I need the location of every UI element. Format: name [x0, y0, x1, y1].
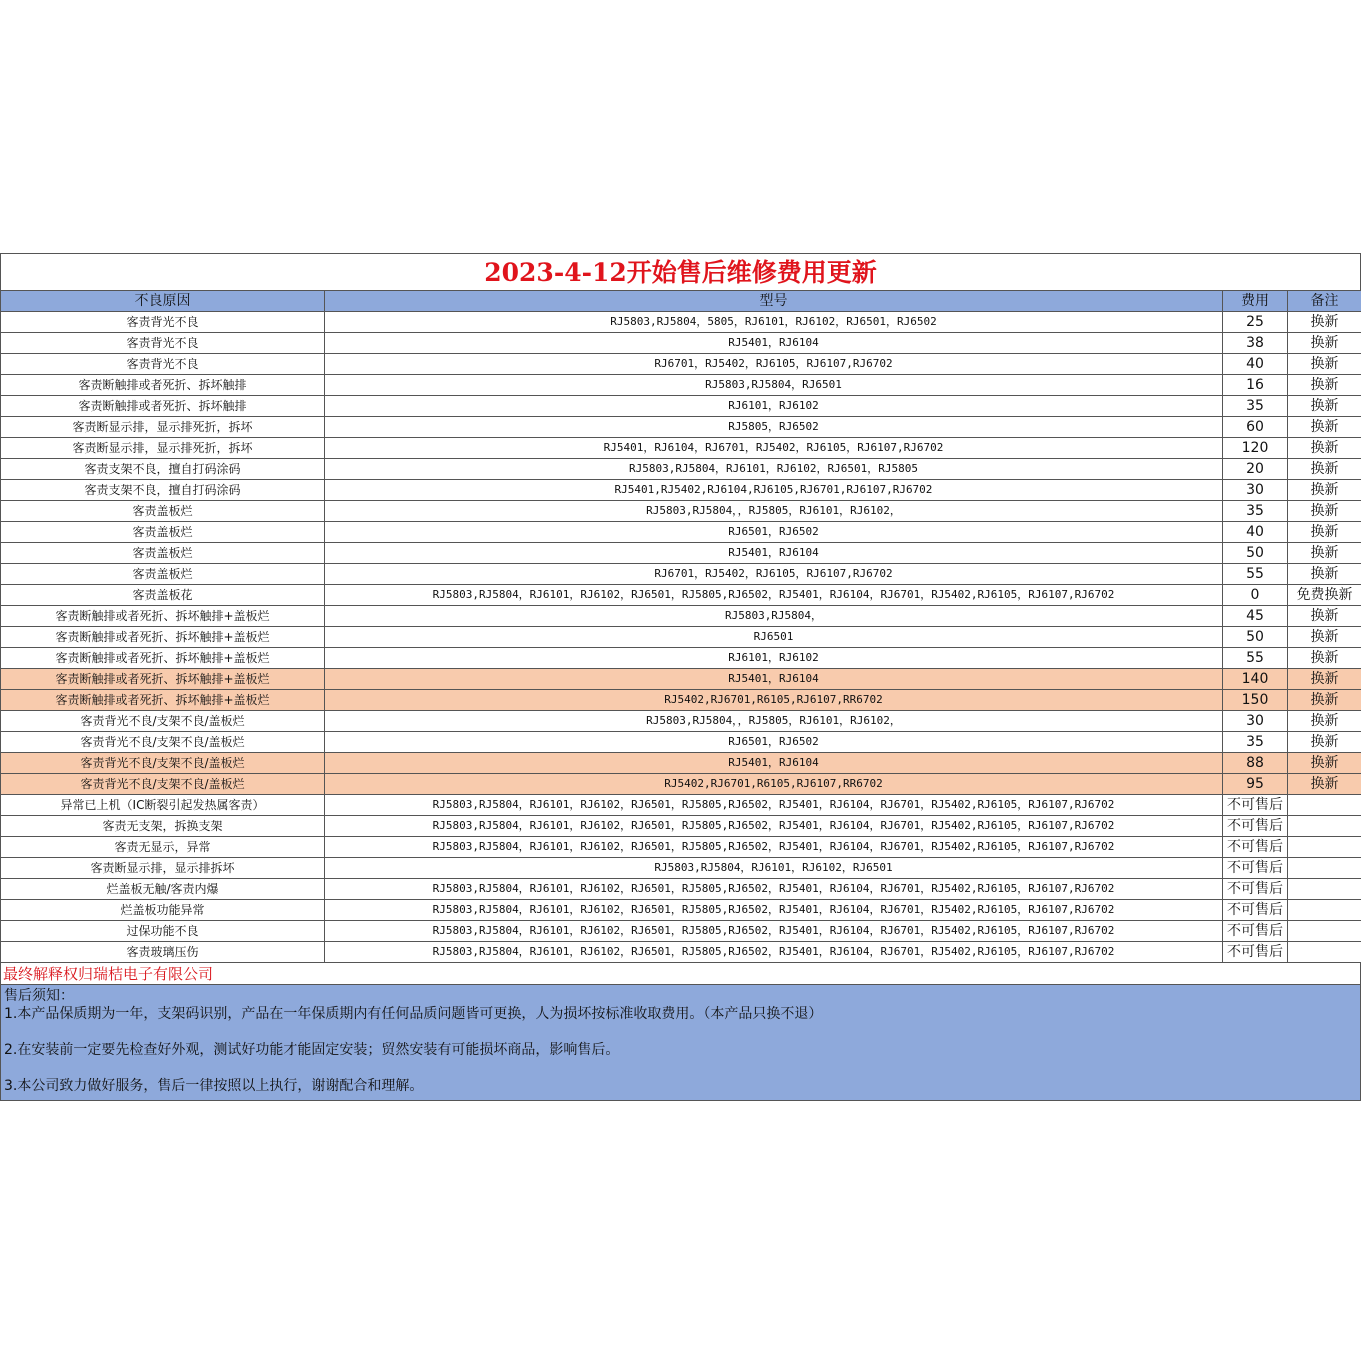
- header-row: [1, 291, 1361, 312]
- cell-reason: 客责断触排或者死折、拆坏触排+盖板烂: [1, 648, 325, 669]
- table-row: [1, 900, 1361, 921]
- cell-note: 换新: [1288, 753, 1361, 774]
- cell-fee: 35: [1223, 396, 1288, 417]
- cell-note: 换新: [1288, 438, 1361, 459]
- cell-note: [1288, 921, 1361, 942]
- table-body: [1, 312, 1361, 963]
- cell-reason: 烂盖板功能异常: [1, 900, 325, 921]
- cell-models: RJ5803,RJ5804，，RJ5805，RJ6101，RJ6102，: [325, 711, 1223, 732]
- cell-models: RJ5803,RJ5804，5805，RJ6101，RJ6102，RJ6501，RJ6502: [325, 312, 1223, 333]
- cell-models: RJ5803,RJ5804，: [325, 606, 1223, 627]
- cell-models: RJ5805，RJ6502: [325, 417, 1223, 438]
- table-row: [1, 480, 1361, 501]
- cell-fee: 150: [1223, 690, 1288, 711]
- cell-fee: 45: [1223, 606, 1288, 627]
- cell-reason: 客责断触排或者死折、拆坏触排+盖板烂: [1, 690, 325, 711]
- cell-reason: 异常已上机（IC断裂引起发热属客责）: [1, 795, 325, 816]
- cell-note: 换新: [1288, 312, 1361, 333]
- cell-note: 换新: [1288, 732, 1361, 753]
- cell-fee: 不可售后: [1223, 900, 1288, 921]
- cell-note: [1288, 900, 1361, 921]
- cell-fee: 35: [1223, 501, 1288, 522]
- cell-note: [1288, 879, 1361, 900]
- table-row: [1, 837, 1361, 858]
- rights-note: 最终解释权归瑞桔电子有限公司: [0, 963, 1361, 985]
- cell-fee: 50: [1223, 627, 1288, 648]
- cell-note: 换新: [1288, 606, 1361, 627]
- cell-models: RJ6701，RJ5402，RJ6105，RJ6107,RJ6702: [325, 564, 1223, 585]
- table-row: [1, 627, 1361, 648]
- table-row: [1, 606, 1361, 627]
- cell-reason: 客责背光不良: [1, 354, 325, 375]
- cell-fee: 不可售后: [1223, 816, 1288, 837]
- cell-reason: 客责背光不良: [1, 312, 325, 333]
- cell-models: RJ6701，RJ5402，RJ6105，RJ6107,RJ6702: [325, 354, 1223, 375]
- cell-fee: 60: [1223, 417, 1288, 438]
- cell-reason: 客责背光不良/支架不良/盖板烂: [1, 774, 325, 795]
- table-row: [1, 879, 1361, 900]
- cell-reason: 客责断触排或者死折、拆坏触排+盖板烂: [1, 627, 325, 648]
- cell-fee: 140: [1223, 669, 1288, 690]
- cell-note: [1288, 858, 1361, 879]
- cell-note: 换新: [1288, 522, 1361, 543]
- cell-fee: 55: [1223, 564, 1288, 585]
- cell-models: RJ5803,RJ5804，RJ6101，RJ6102，RJ6501，RJ5805,RJ6502，RJ5401，RJ6104，RJ6701，RJ5402,RJ6105，RJ6107,RJ6702: [325, 921, 1223, 942]
- cell-reason: 客责盖板烂: [1, 501, 325, 522]
- cell-models: RJ5401，RJ6104，RJ6701，RJ5402，RJ6105，RJ6107,RJ6702: [325, 438, 1223, 459]
- cell-reason: 客责支架不良，擅自打码涂码: [1, 480, 325, 501]
- cell-fee: 35: [1223, 732, 1288, 753]
- cell-models: RJ6501，RJ6502: [325, 732, 1223, 753]
- cell-note: 换新: [1288, 669, 1361, 690]
- cell-note: 换新: [1288, 333, 1361, 354]
- cell-reason: 客责背光不良/支架不良/盖板烂: [1, 711, 325, 732]
- cell-reason: 客责无显示，异常: [1, 837, 325, 858]
- cell-models: RJ5803,RJ5804，RJ6101，RJ6102，RJ6501，RJ5805,RJ6502，RJ5401，RJ6104，RJ6701，RJ5402,RJ6105，RJ6107,RJ6702: [325, 837, 1223, 858]
- cell-models: RJ6101，RJ6102: [325, 396, 1223, 417]
- cell-fee: 不可售后: [1223, 879, 1288, 900]
- cell-fee: 16: [1223, 375, 1288, 396]
- cell-fee: 38: [1223, 333, 1288, 354]
- cell-note: 换新: [1288, 354, 1361, 375]
- table-row: [1, 648, 1361, 669]
- cell-models: RJ5402,RJ6701,R6105,RJ6107,RR6702: [325, 690, 1223, 711]
- cell-models: RJ5803,RJ5804，RJ6101，RJ6102，RJ6501，RJ5805,RJ6502，RJ5401，RJ6104，RJ6701，RJ5402,RJ6105，RJ6107,RJ6702: [325, 879, 1223, 900]
- cell-models: RJ5803,RJ5804，RJ6101，RJ6102，RJ6501，RJ5805,RJ6502，RJ5401，RJ6104，RJ6701，RJ5402,RJ6105，RJ6107,RJ6702: [325, 816, 1223, 837]
- table-row: [1, 858, 1361, 879]
- cell-reason: 客责盖板烂: [1, 543, 325, 564]
- table-row: [1, 312, 1361, 333]
- table-row: [1, 543, 1361, 564]
- notice-line-1: 1.本产品保质期为一年，支架码识别，产品在一年保质期内有任何品质问题皆可更换，人为损坏按标准收取费用。（本产品只换不退）: [4, 1006, 823, 1022]
- cell-note: 换新: [1288, 480, 1361, 501]
- cell-fee: 88: [1223, 753, 1288, 774]
- cell-models: RJ5803,RJ5804，RJ6501: [325, 375, 1223, 396]
- table-row: [1, 522, 1361, 543]
- cell-fee: 不可售后: [1223, 837, 1288, 858]
- cell-reason: 过保功能不良: [1, 921, 325, 942]
- cell-note: 换新: [1288, 627, 1361, 648]
- cell-models: RJ5803,RJ5804，RJ6101，RJ6102，RJ6501: [325, 858, 1223, 879]
- cell-note: [1288, 837, 1361, 858]
- cell-models: RJ5402,RJ6701,R6105,RJ6107,RR6702: [325, 774, 1223, 795]
- table-row: [1, 333, 1361, 354]
- cell-reason: 客责背光不良: [1, 333, 325, 354]
- table-row: [1, 375, 1361, 396]
- cell-models: RJ5803,RJ5804，，RJ5805，RJ6101，RJ6102，: [325, 501, 1223, 522]
- cell-note: 换新: [1288, 501, 1361, 522]
- cell-note: 换新: [1288, 543, 1361, 564]
- cell-fee: 不可售后: [1223, 942, 1288, 963]
- cell-note: 换新: [1288, 711, 1361, 732]
- table-row: [1, 753, 1361, 774]
- cell-reason: 客责盖板花: [1, 585, 325, 606]
- cell-reason: 客责支架不良，擅自打码涂码: [1, 459, 325, 480]
- pricing-sheet: [0, 253, 1361, 1101]
- cell-fee: 40: [1223, 522, 1288, 543]
- cell-reason: 客责断显示排，显示排拆坏: [1, 858, 325, 879]
- cell-fee: 95: [1223, 774, 1288, 795]
- table-row: [1, 669, 1361, 690]
- cell-models: RJ5401，RJ6104: [325, 333, 1223, 354]
- cell-reason: 客责断显示排，显示排死折，拆坏: [1, 438, 325, 459]
- cell-models: RJ6501: [325, 627, 1223, 648]
- cell-fee: 0: [1223, 585, 1288, 606]
- cell-models: RJ5803,RJ5804，RJ6101，RJ6102，RJ6501，RJ5805,RJ6502，RJ5401，RJ6104，RJ6701，RJ5402,RJ6105，RJ6107,RJ6702: [325, 942, 1223, 963]
- notice-heading: 售后须知：: [4, 988, 74, 1004]
- cell-models: RJ5803,RJ5804，RJ6101，RJ6102，RJ6501，RJ5805,RJ6502，RJ5401，RJ6104，RJ6701，RJ5402,RJ6105，RJ6107,RJ6702: [325, 795, 1223, 816]
- cell-reason: 烂盖板无触/客责内爆: [1, 879, 325, 900]
- cell-fee: 30: [1223, 711, 1288, 732]
- cell-reason: 客责断触排或者死折、拆坏触排+盖板烂: [1, 606, 325, 627]
- header-note: 备注: [1288, 291, 1361, 312]
- cell-fee: 55: [1223, 648, 1288, 669]
- cell-fee: 不可售后: [1223, 795, 1288, 816]
- cell-models: RJ5803,RJ5804，RJ6101，RJ6102，RJ6501，RJ5805: [325, 459, 1223, 480]
- table-row: [1, 438, 1361, 459]
- cell-models: RJ5401，RJ6104: [325, 543, 1223, 564]
- cell-note: [1288, 816, 1361, 837]
- table-row: [1, 585, 1361, 606]
- cell-reason: 客责断触排或者死折、拆坏触排: [1, 375, 325, 396]
- cell-reason: 客责断触排或者死折、拆坏触排: [1, 396, 325, 417]
- table-row: [1, 921, 1361, 942]
- cell-reason: 客责玻璃压伤: [1, 942, 325, 963]
- cell-note: 换新: [1288, 417, 1361, 438]
- cell-note: 换新: [1288, 690, 1361, 711]
- table-row: [1, 501, 1361, 522]
- header-fee: 费用: [1223, 291, 1288, 312]
- table-row: [1, 417, 1361, 438]
- sheet-title: 2023-4-12开始售后维修费用更新: [0, 253, 1361, 290]
- cell-reason: 客责断触排或者死折、拆坏触排+盖板烂: [1, 669, 325, 690]
- cell-note: 免费换新: [1288, 585, 1361, 606]
- table-row: [1, 942, 1361, 963]
- cell-fee: 120: [1223, 438, 1288, 459]
- header-model: 型号: [325, 291, 1223, 312]
- cell-reason: 客责背光不良/支架不良/盖板烂: [1, 753, 325, 774]
- cell-fee: 50: [1223, 543, 1288, 564]
- table-row: [1, 732, 1361, 753]
- table-row: [1, 564, 1361, 585]
- notice-line-2: 2.在安装前一定要先检查好外观，测试好功能才能固定安装；贸然安装有可能损坏商品，影响售后。: [4, 1042, 620, 1058]
- cell-fee: 不可售后: [1223, 858, 1288, 879]
- table-row: [1, 774, 1361, 795]
- cell-note: [1288, 942, 1361, 963]
- cell-note: 换新: [1288, 459, 1361, 480]
- notice-line-3: 3.本公司致力做好服务，售后一律按照以上执行，谢谢配合和理解。: [4, 1078, 424, 1094]
- cell-note: 换新: [1288, 564, 1361, 585]
- cell-models: RJ5803,RJ5804，RJ6101，RJ6102，RJ6501，RJ5805,RJ6502，RJ5401，RJ6104，RJ6701，RJ5402,RJ6105，RJ6107,RJ6702: [325, 900, 1223, 921]
- repair-fee-table: [0, 290, 1361, 963]
- cell-fee: 25: [1223, 312, 1288, 333]
- cell-note: 换新: [1288, 774, 1361, 795]
- table-row: [1, 816, 1361, 837]
- cell-models: RJ6501，RJ6502: [325, 522, 1223, 543]
- cell-note: 换新: [1288, 375, 1361, 396]
- cell-models: RJ5401，RJ6104: [325, 669, 1223, 690]
- cell-models: RJ5803,RJ5804，RJ6101，RJ6102，RJ6501，RJ5805,RJ6502，RJ5401，RJ6104，RJ6701，RJ5402,RJ6105，RJ6107,RJ6702: [325, 585, 1223, 606]
- cell-reason: 客责盖板烂: [1, 564, 325, 585]
- cell-models: RJ5401,RJ5402,RJ6104,RJ6105,RJ6701,RJ6107,RJ6702: [325, 480, 1223, 501]
- cell-fee: 40: [1223, 354, 1288, 375]
- cell-fee: 不可售后: [1223, 921, 1288, 942]
- table-row: [1, 795, 1361, 816]
- after-sales-notice: [0, 985, 1361, 1101]
- table-row: [1, 711, 1361, 732]
- cell-note: [1288, 795, 1361, 816]
- cell-note: 换新: [1288, 396, 1361, 417]
- cell-models: RJ6101，RJ6102: [325, 648, 1223, 669]
- table-row: [1, 354, 1361, 375]
- table-row: [1, 459, 1361, 480]
- cell-note: 换新: [1288, 648, 1361, 669]
- cell-fee: 30: [1223, 480, 1288, 501]
- cell-reason: 客责无支架，拆换支架: [1, 816, 325, 837]
- cell-fee: 20: [1223, 459, 1288, 480]
- header-reason: 不良原因: [1, 291, 325, 312]
- table-row: [1, 396, 1361, 417]
- table-row: [1, 690, 1361, 711]
- cell-reason: 客责背光不良/支架不良/盖板烂: [1, 732, 325, 753]
- cell-reason: 客责盖板烂: [1, 522, 325, 543]
- cell-models: RJ5401，RJ6104: [325, 753, 1223, 774]
- cell-reason: 客责断显示排，显示排死折，拆坏: [1, 417, 325, 438]
